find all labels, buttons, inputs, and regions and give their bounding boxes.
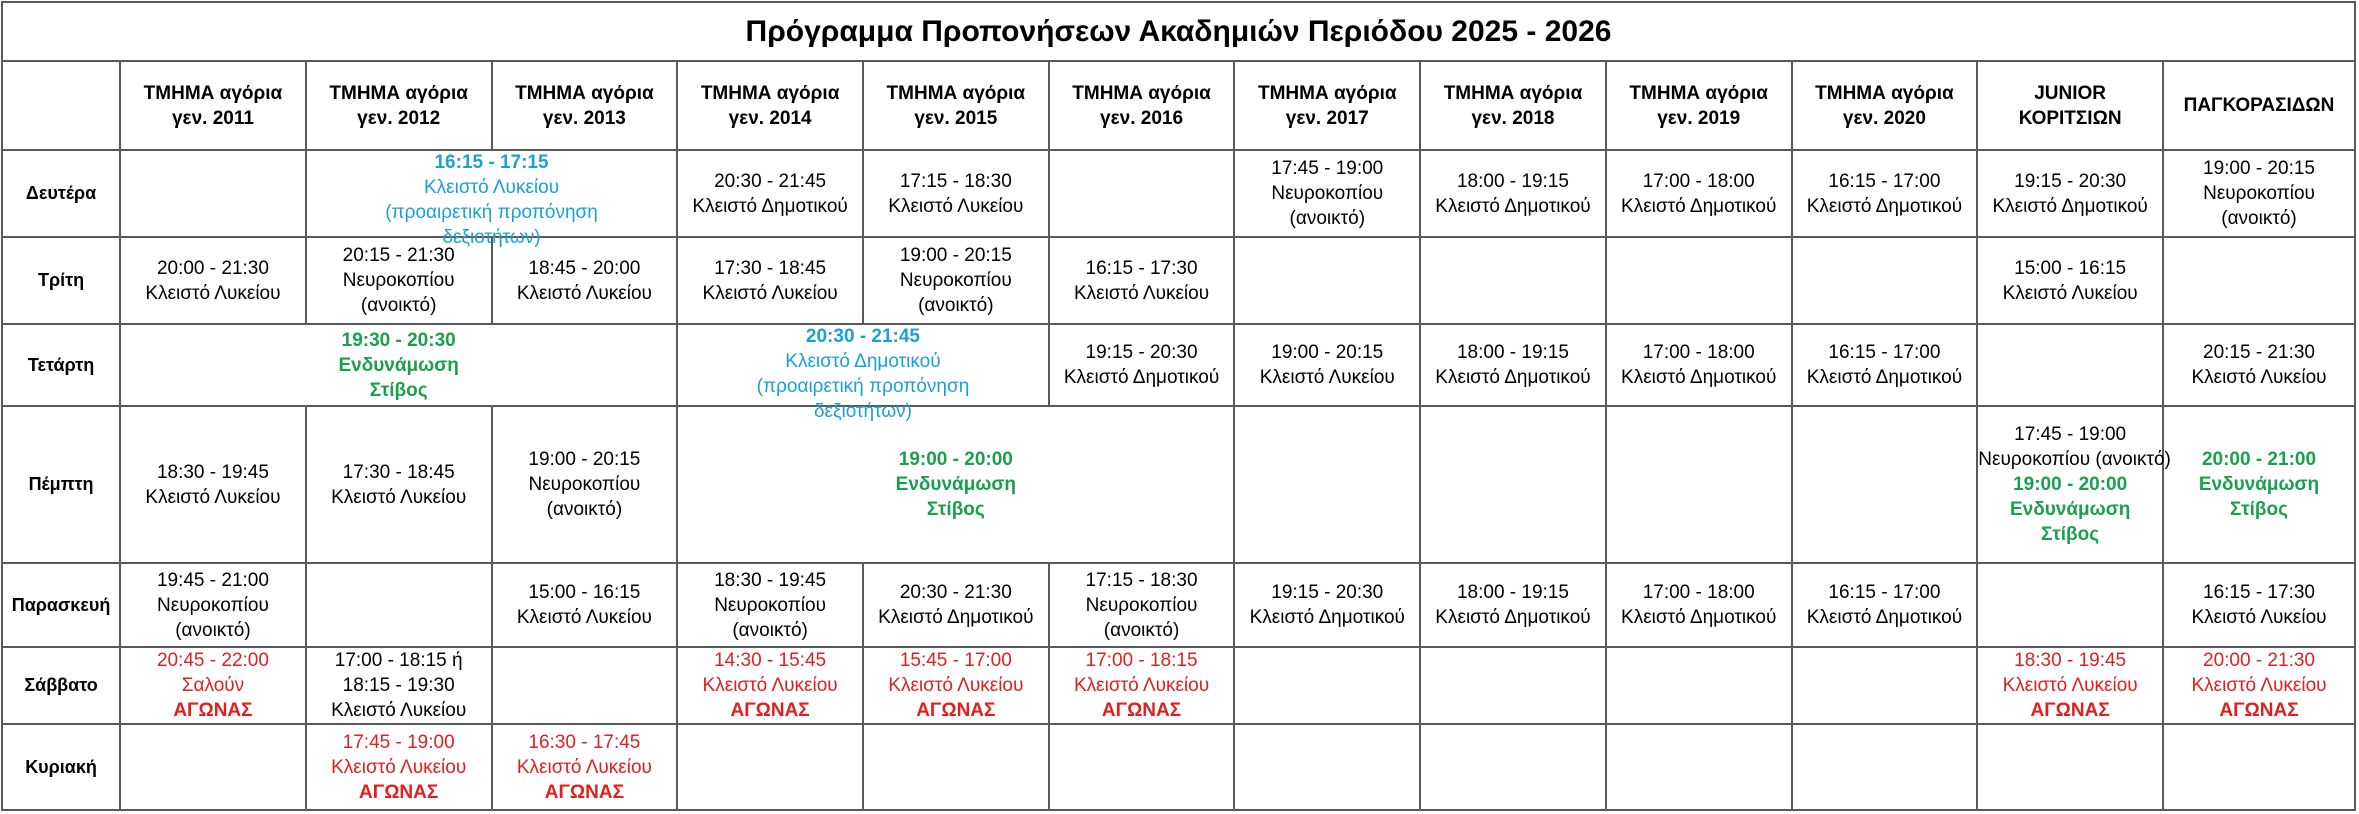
cell-mon-2016 xyxy=(1049,150,1235,237)
cell-sun-2014 xyxy=(677,724,863,810)
group-header-2017: ΤΜΗΜΑ αγόρια γεν. 2017 xyxy=(1234,61,1420,150)
cell-wed-2019: 17:00 - 18:00 Κλειστό Δημοτικού xyxy=(1606,324,1792,406)
cell-thu-2019 xyxy=(1606,406,1792,563)
cell-thu-2017 xyxy=(1234,406,1420,563)
row-wednesday xyxy=(2,324,2355,406)
cell-tue-2012: 20:15 - 21:30 Νευροκοπίου (ανοικτό) xyxy=(306,237,492,324)
group-header-2019: ΤΜΗΜΑ αγόρια γεν. 2019 xyxy=(1606,61,1792,150)
group-header-2011: ΤΜΗΜΑ αγόρια γεν. 2011 xyxy=(120,61,306,150)
page-title: Πρόγραμμα Προπονήσεων Ακαδημιών Περιόδου 2025 - 2026 xyxy=(2,2,2355,61)
group-header-junior: JUNIOR ΚΟΡΙΤΣΙΩΝ xyxy=(1977,61,2163,150)
cell-mon-2015: 17:15 - 18:30 Κλειστό Λυκείου xyxy=(863,150,1049,237)
cell-wed-shared-skills: 20:30 - 21:45 Κλειστό Δημοτικού (προαιρετική προπόνηση δεξιοτήτων) xyxy=(677,324,1048,406)
cell-sun-pagkor xyxy=(2163,724,2355,810)
group-header-2013: ΤΜΗΜΑ αγόρια γεν. 2013 xyxy=(492,61,678,150)
row-tuesday xyxy=(2,237,2355,324)
cell-tue-2011: 20:00 - 21:30 Κλειστό Λυκείου xyxy=(120,237,306,324)
cell-mon-pagkor: 19:00 - 20:15 Νευροκοπίου (ανοικτό) xyxy=(2163,150,2355,237)
cell-tue-2013: 18:45 - 20:00 Κλειστό Λυκείου xyxy=(492,237,678,324)
row-saturday xyxy=(2,647,2355,724)
cell-sat-2011: 20:45 - 22:00 Σαλούν ΑΓΩΝΑΣ xyxy=(120,647,306,724)
cell-mon-2019: 17:00 - 18:00 Κλειστό Δημοτικού xyxy=(1606,150,1792,237)
cell-fri-2018: 18:00 - 19:15 Κλειστό Δημοτικού xyxy=(1420,563,1606,647)
group-header-2012: ΤΜΗΜΑ αγόρια γεν. 2012 xyxy=(306,61,492,150)
day-label-friday: Παρασκευή xyxy=(2,563,120,647)
cell-sat-2017 xyxy=(1234,647,1420,724)
cell-sun-2016 xyxy=(1049,724,1235,810)
cell-mon-2011 xyxy=(120,150,306,237)
cell-tue-2019 xyxy=(1606,237,1792,324)
cell-tue-junior: 15:00 - 16:15 Κλειστό Λυκείου xyxy=(1977,237,2163,324)
cell-thu-pagkor: 20:00 - 21:00 Ενδυνάμωση Στίβος xyxy=(2163,406,2355,563)
day-label-saturday: Σάββατο xyxy=(2,647,120,724)
cell-fri-2014: 18:30 - 19:45 Νευροκοπίου (ανοικτό) xyxy=(677,563,863,647)
row-thursday xyxy=(2,406,2355,563)
cell-fri-junior xyxy=(1977,563,2163,647)
day-label-tuesday: Τρίτη xyxy=(2,237,120,324)
cell-sat-junior: 18:30 - 19:45 Κλειστό Λυκείου ΑΓΩΝΑΣ xyxy=(1977,647,2163,724)
cell-sun-2018 xyxy=(1420,724,1606,810)
cell-sat-2012: 17:00 - 18:15 ή 18:15 - 19:30 Κλειστό Λυκείου xyxy=(306,647,492,724)
group-header-2016: ΤΜΗΜΑ αγόρια γεν. 2016 xyxy=(1049,61,1235,150)
cell-mon-2020: 16:15 - 17:00 Κλειστό Δημοτικού xyxy=(1792,150,1978,237)
cell-thu-shared-strength: 19:00 - 20:00 Ενδυνάμωση Στίβος xyxy=(677,406,1234,563)
cell-tue-2017 xyxy=(1234,237,1420,324)
cell-wed-2016: 19:15 - 20:30 Κλειστό Δημοτικού xyxy=(1049,324,1235,406)
cell-wed-pagkor: 20:15 - 21:30 Κλειστό Λυκείου xyxy=(2163,324,2355,406)
cell-sat-2015: 15:45 - 17:00 Κλειστό Λυκείου ΑΓΩΝΑΣ xyxy=(863,647,1049,724)
cell-sun-junior xyxy=(1977,724,2163,810)
cell-sun-2015 xyxy=(863,724,1049,810)
group-header-2018: ΤΜΗΜΑ αγόρια γεν. 2018 xyxy=(1420,61,1606,150)
cell-fri-2019: 17:00 - 18:00 Κλειστό Δημοτικού xyxy=(1606,563,1792,647)
day-label-thursday: Πέμπτη xyxy=(2,406,120,563)
cell-tue-2018 xyxy=(1420,237,1606,324)
cell-thu-2011: 18:30 - 19:45 Κλειστό Λυκείου xyxy=(120,406,306,563)
title-row xyxy=(2,2,2355,61)
cell-sun-2012: 17:45 - 19:00 Κλειστό Λυκείου ΑΓΩΝΑΣ xyxy=(306,724,492,810)
header-row xyxy=(2,61,2355,150)
day-label-monday: Δευτέρα xyxy=(2,150,120,237)
cell-fri-pagkor: 16:15 - 17:30 Κλειστό Λυκείου xyxy=(2163,563,2355,647)
row-monday xyxy=(2,150,2355,237)
cell-mon-junior: 19:15 - 20:30 Κλειστό Δημοτικού xyxy=(1977,150,2163,237)
cell-fri-2013: 15:00 - 16:15 Κλειστό Λυκείου xyxy=(492,563,678,647)
cell-sun-2020 xyxy=(1792,724,1978,810)
cell-wed-2017: 19:00 - 20:15 Κλειστό Λυκείου xyxy=(1234,324,1420,406)
cell-thu-junior: 17:45 - 19:00 Νευροκοπίου (ανοικτό) 19:00 - 20:00 Ενδυνάμωση Στίβος xyxy=(1977,406,2163,563)
cell-sun-2019 xyxy=(1606,724,1792,810)
cell-thu-2020 xyxy=(1792,406,1978,563)
row-friday xyxy=(2,563,2355,647)
cell-sat-2020 xyxy=(1792,647,1978,724)
cell-tue-pagkor xyxy=(2163,237,2355,324)
cell-tue-2014: 17:30 - 18:45 Κλειστό Λυκείου xyxy=(677,237,863,324)
cell-sat-2013 xyxy=(492,647,678,724)
cell-fri-2017: 19:15 - 20:30 Κλειστό Δημοτικού xyxy=(1234,563,1420,647)
cell-fri-2020: 16:15 - 17:00 Κλειστό Δημοτικού xyxy=(1792,563,1978,647)
cell-fri-2016: 17:15 - 18:30 Νευροκοπίου (ανοικτό) xyxy=(1049,563,1235,647)
cell-sat-2014: 14:30 - 15:45 Κλειστό Λυκείου ΑΓΩΝΑΣ xyxy=(677,647,863,724)
group-header-pagkorasidon: ΠΑΓΚΟΡΑΣΙΔΩΝ xyxy=(2163,61,2355,150)
cell-wed-shared-strength: 19:30 - 20:30 Ενδυνάμωση Στίβος xyxy=(120,324,677,406)
cell-fri-2015: 20:30 - 21:30 Κλειστό Δημοτικού xyxy=(863,563,1049,647)
cell-tue-2015: 19:00 - 20:15 Νευροκοπίου (ανοικτό) xyxy=(863,237,1049,324)
group-header-2015: ΤΜΗΜΑ αγόρια γεν. 2015 xyxy=(863,61,1049,150)
cell-sat-pagkor: 20:00 - 21:30 Κλειστό Λυκείου ΑΓΩΝΑΣ xyxy=(2163,647,2355,724)
group-header-2020: ΤΜΗΜΑ αγόρια γεν. 2020 xyxy=(1792,61,1978,150)
cell-fri-2012 xyxy=(306,563,492,647)
cell-sat-2019 xyxy=(1606,647,1792,724)
cell-mon-2014: 20:30 - 21:45 Κλειστό Δημοτικού xyxy=(677,150,863,237)
cell-tue-2020 xyxy=(1792,237,1978,324)
cell-sun-2017 xyxy=(1234,724,1420,810)
cell-fri-2011: 19:45 - 21:00 Νευροκοπίου (ανοικτό) xyxy=(120,563,306,647)
cell-sun-2013: 16:30 - 17:45 Κλειστό Λυκείου ΑΓΩΝΑΣ xyxy=(492,724,678,810)
row-sunday xyxy=(2,724,2355,810)
cell-sun-2011 xyxy=(120,724,306,810)
cell-sat-2018 xyxy=(1420,647,1606,724)
day-label-wednesday: Τετάρτη xyxy=(2,324,120,406)
cell-wed-2018: 18:00 - 19:15 Κλειστό Δημοτικού xyxy=(1420,324,1606,406)
cell-thu-2012: 17:30 - 18:45 Κλειστό Λυκείου xyxy=(306,406,492,563)
cell-mon-2017: 17:45 - 19:00 Νευροκοπίου (ανοικτό) xyxy=(1234,150,1420,237)
cell-wed-junior xyxy=(1977,324,2163,406)
day-label-sunday: Κυριακή xyxy=(2,724,120,810)
cell-mon-shared-skills: 16:15 - 17:15 Κλειστό Λυκείου (προαιρετική προπόνηση δεξιοτήτων) xyxy=(306,150,677,237)
cell-wed-2020: 16:15 - 17:00 Κλειστό Δημοτικού xyxy=(1792,324,1978,406)
cell-thu-2013: 19:00 - 20:15 Νευροκοπίου (ανοικτό) xyxy=(492,406,678,563)
cell-mon-2018: 18:00 - 19:15 Κλειστό Δημοτικού xyxy=(1420,150,1606,237)
cell-tue-2016: 16:15 - 17:30 Κλειστό Λυκείου xyxy=(1049,237,1235,324)
cell-thu-2018 xyxy=(1420,406,1606,563)
cell-sat-2016: 17:00 - 18:15 Κλειστό Λυκείου ΑΓΩΝΑΣ xyxy=(1049,647,1235,724)
group-header-2014: ΤΜΗΜΑ αγόρια γεν. 2014 xyxy=(677,61,863,150)
training-schedule-table xyxy=(1,1,2356,811)
corner-cell xyxy=(2,61,120,150)
